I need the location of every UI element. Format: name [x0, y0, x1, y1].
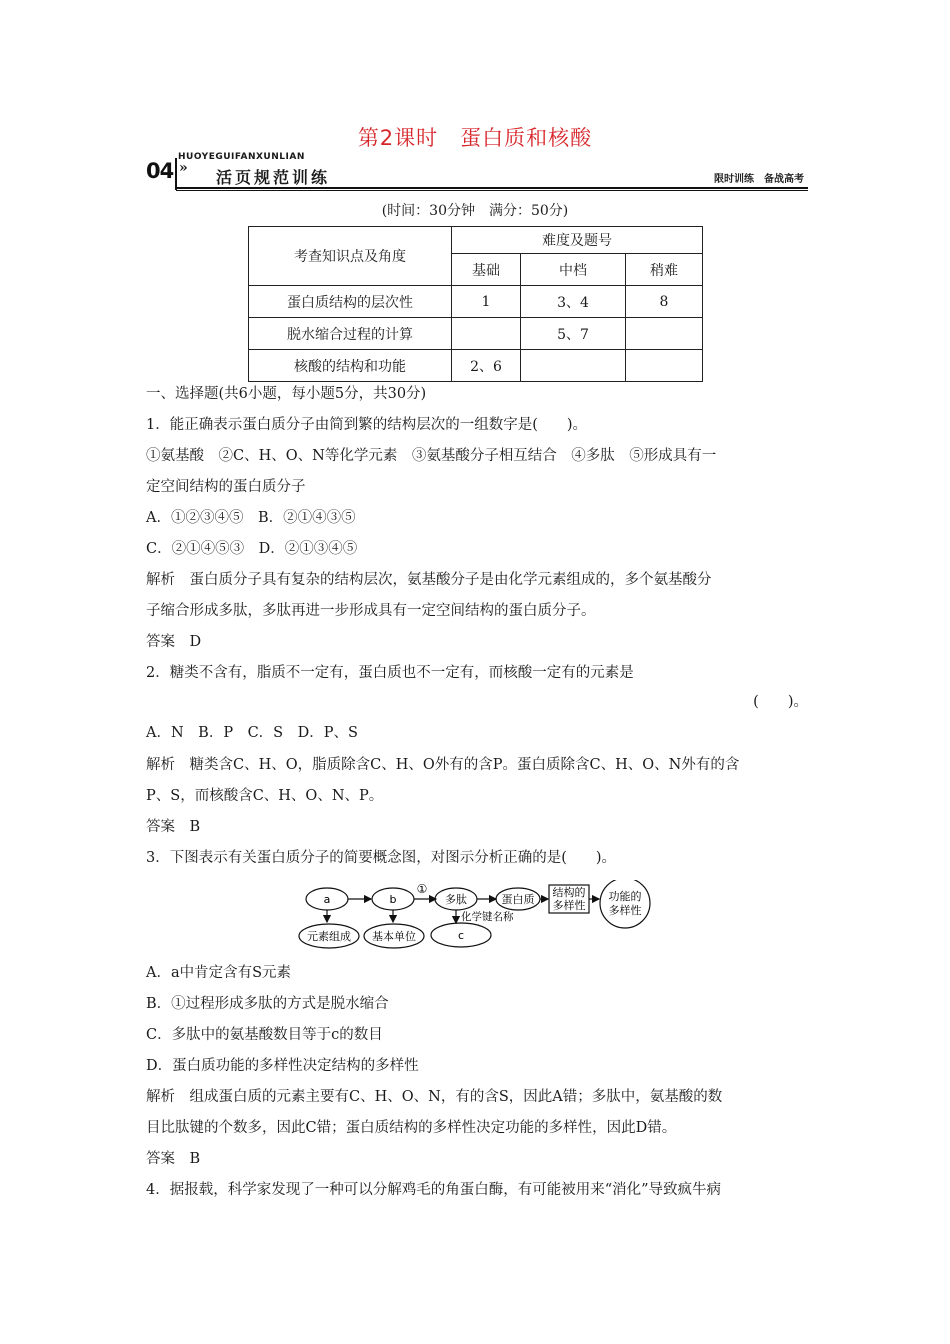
node-a-label: a: [323, 893, 331, 906]
node-elements-label: 元素组成: [307, 930, 351, 943]
node-function-label-2: 多样性: [608, 904, 642, 917]
table-cell-topic: 脱水缩合过程的计算: [249, 318, 452, 350]
table-cell-topic: 核酸的结构和功能: [249, 350, 452, 382]
question-2-options: A．N B．P C．S D．P、S: [146, 725, 358, 741]
table-cell-basic: 1: [452, 286, 521, 318]
protein-concept-diagram: [296, 880, 656, 952]
table-header-basic: 基础: [452, 254, 521, 286]
question-1-options-ab: A．①②③④⑤ B．②①④③⑤: [146, 510, 356, 526]
banner-right-tag: 限时训练 备战高考: [714, 174, 804, 185]
table-cell-hard: 8: [626, 286, 703, 318]
table-header-hard: 稍难: [626, 254, 703, 286]
question-1-answer: 答案 D: [146, 634, 202, 650]
question-2-explanation-cont: P、S，而核酸含C、H、O、N、P。: [146, 788, 384, 804]
table-cell-basic: [452, 318, 521, 350]
node-function-label-1: 功能的: [608, 890, 642, 903]
table-row: [249, 286, 703, 318]
question-1-explanation: 解析 蛋白质分子具有复杂的结构层次，氨基酸分子是由化学元素组成的，多个氨基酸分: [146, 572, 712, 588]
knowledge-table: [248, 226, 703, 382]
table-header-medium: 中档: [521, 254, 626, 286]
question-1-items-cont: 定空间结构的蛋白质分子: [146, 479, 306, 495]
banner-pinyin: HUOYEGUIFANXUNLIAN: [178, 152, 305, 162]
node-protein-label: 蛋白质: [501, 893, 535, 906]
question-3: 3．下图表示有关蛋白质分子的简要概念图，对图示分析正确的是( )。: [146, 850, 617, 866]
question-2-explanation: 解析 糖类含C、H、O，脂质除含C、H、O外有的含P。蛋白质除含C、H、O、N外有的含: [146, 757, 740, 773]
table-cell-topic: 蛋白质结构的层次性: [249, 286, 452, 318]
bond-label: 化学键名称: [461, 911, 514, 923]
banner-arrow-icon: »: [179, 160, 188, 176]
question-1-options-cd: C．②①④⑤③ D．②①③④⑤: [146, 541, 358, 557]
banner-rule-thin: [176, 190, 808, 191]
question-4: 4．据报载，科学家发现了一种可以分解鸡毛的角蛋白酶，有可能被用来“消化”导致疯牛病: [146, 1182, 722, 1198]
banner-section-name: 活页规范训练: [216, 168, 331, 187]
table-cell-medium: [521, 350, 626, 382]
section-banner: [146, 152, 808, 192]
table-header-topic: 考查知识点及角度: [249, 227, 452, 286]
time-and-score: (时间：30分钟 满分：50分): [381, 203, 569, 219]
question-3-option-c: C．多肽中的氨基酸数目等于c的数目: [146, 1027, 383, 1043]
table-cell-basic: 2、6: [452, 350, 521, 382]
question-3-explanation-cont: 目比肽键的个数多，因此C错；蛋白质结构的多样性决定功能的多样性，因此D错。: [146, 1120, 677, 1136]
section-heading: 一、选择题(共6小题，每小题5分，共30分): [146, 386, 427, 402]
question-3-option-a: A．a中肯定含有S元素: [146, 965, 292, 981]
node-c-label: c: [457, 929, 465, 942]
question-1-explanation-cont: 子缩合形成多肽，多肽再进一步形成具有一定空间结构的蛋白质分子。: [146, 603, 596, 619]
table-cell-medium: 5、7: [521, 318, 626, 350]
node-unit-label: 基本单位: [372, 930, 416, 943]
question-3-answer: 答案 B: [146, 1151, 201, 1167]
question-2: 2．糖类不含有，脂质不一定有，蛋白质也不一定有，而核酸一定有的元素是: [146, 665, 634, 681]
question-3-explanation: 解析 组成蛋白质的元素主要有C、H、O、N，有的含S，因此A错；多肽中，氨基酸的数: [146, 1089, 723, 1105]
table-cell-medium: 3、4: [521, 286, 626, 318]
node-peptide-label: 多肽: [445, 893, 467, 906]
node-structure-label-1: 结构的: [552, 886, 586, 899]
banner-number: 04: [146, 159, 174, 183]
table-cell-hard: [626, 318, 703, 350]
page-title: 第2课时 蛋白质和核酸: [357, 126, 593, 150]
banner-rule: [176, 187, 808, 189]
question-2-paren: ( )。: [753, 694, 808, 710]
question-1: 1．能正确表示蛋白质分子由简到繁的结构层次的一组数字是( )。: [146, 417, 588, 433]
question-3-option-b: B．①过程形成多肽的方式是脱水缩合: [146, 996, 389, 1012]
question-3-option-d: D．蛋白质功能的多样性决定结构的多样性: [146, 1058, 419, 1074]
table-cell-hard: [626, 350, 703, 382]
table-header-difficulty: 难度及题号: [452, 227, 703, 254]
step-1-label: ①: [416, 882, 428, 896]
question-1-items: ①氨基酸 ②C、H、O、N等化学元素 ③氨基酸分子相互结合 ④多肽 ⑤形成具有一: [146, 448, 717, 464]
node-structure-label-2: 多样性: [552, 899, 586, 912]
banner-divider: [175, 158, 177, 190]
table-row: [249, 350, 703, 382]
table-row: [249, 318, 703, 350]
question-2-answer: 答案 B: [146, 819, 201, 835]
node-b-label: b: [389, 893, 397, 906]
